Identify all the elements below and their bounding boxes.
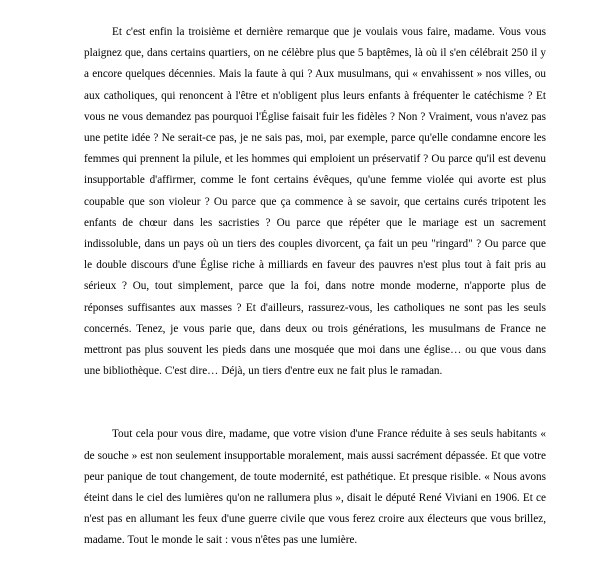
paragraph-2: Tout cela pour vous dire, madame, que votre vision d'une France réduite à ses seuls habitants « de souche » est non seulement insupportable moralement, mais aussi sacrément dépassée. Et que votre peur panique de tout changement, de toute modernité, est pathétique. Et presque risible. « Nous avons éteint dans le ciel des lumières qu'on ne rallumera plus », disait le député René Viviani en 1906. Et ce n'est pas en allumant les feux d'une guerre civile que vous ferez croire aux électeurs que vous brillez, madame. Tout le monde le sait : vous n'êtes pas une lumière. [84,428,546,547]
paragraph-1: Et c'est enfin la troisième et dernière remarque que je voulais vous faire, madame. Vous vous plaignez que, dans certains quartiers, on ne célèbre plus que 5 baptêmes, là où il s'en célébrait 250 il y a encore quelques décennies. Mais la faute à qui ? Aux musulmans, qui « envahissent » nos villes, ou aux catholiques, qui renoncent à l'être et n'obligent plus leurs enfants à fréquenter le catéchisme ? Et vous ne vous demandez pas pourquoi l'Église faisait fuir les fidèles ? Non ? Vraiment, vous n'avez pas une petite idée ? Ne serait-ce pas, je ne sais pas, moi, par exemple, parce qu'elle condamne encore les femmes qui prennent la pilule, et les hommes qui emploient un préservatif ? Ou parce qu'il est devenu insupportable d'affirmer, comme le font certains évêques, qu'une femme violée qui avorte est plus coupable que son violeur ? Ou parce que ça commence à se savoir, que certains curés tripotent les enfants de chœur dans les sacristies ? Ou parce que répéter que le mariage est un sacrement indissoluble, dans un pays où un tiers des couples divorcent, ça fait un peu "ringard" ? Ou parce que le double discours d'une Église riche à milliards en faveur des pauvres n'est plus tout à fait pris au sérieux ? Ou, tout simplement, parce que la foi, dans notre monde moderne, n'apporte plus de réponses suffisantes aux masses ? Et d'ailleurs, rassurez-vous, les catholiques ne sont pas les seuls concernés. Tenez, je vous parie que, dans deux ou trois générations, les musulmans de France ne mettront pas plus souvent les pieds dans une mosquée que moi dans une église… ou que vous dans une bibliothèque. C'est dire… Déjà, un tiers d'entre eux ne fait plus le ramadan. [84,26,546,378]
